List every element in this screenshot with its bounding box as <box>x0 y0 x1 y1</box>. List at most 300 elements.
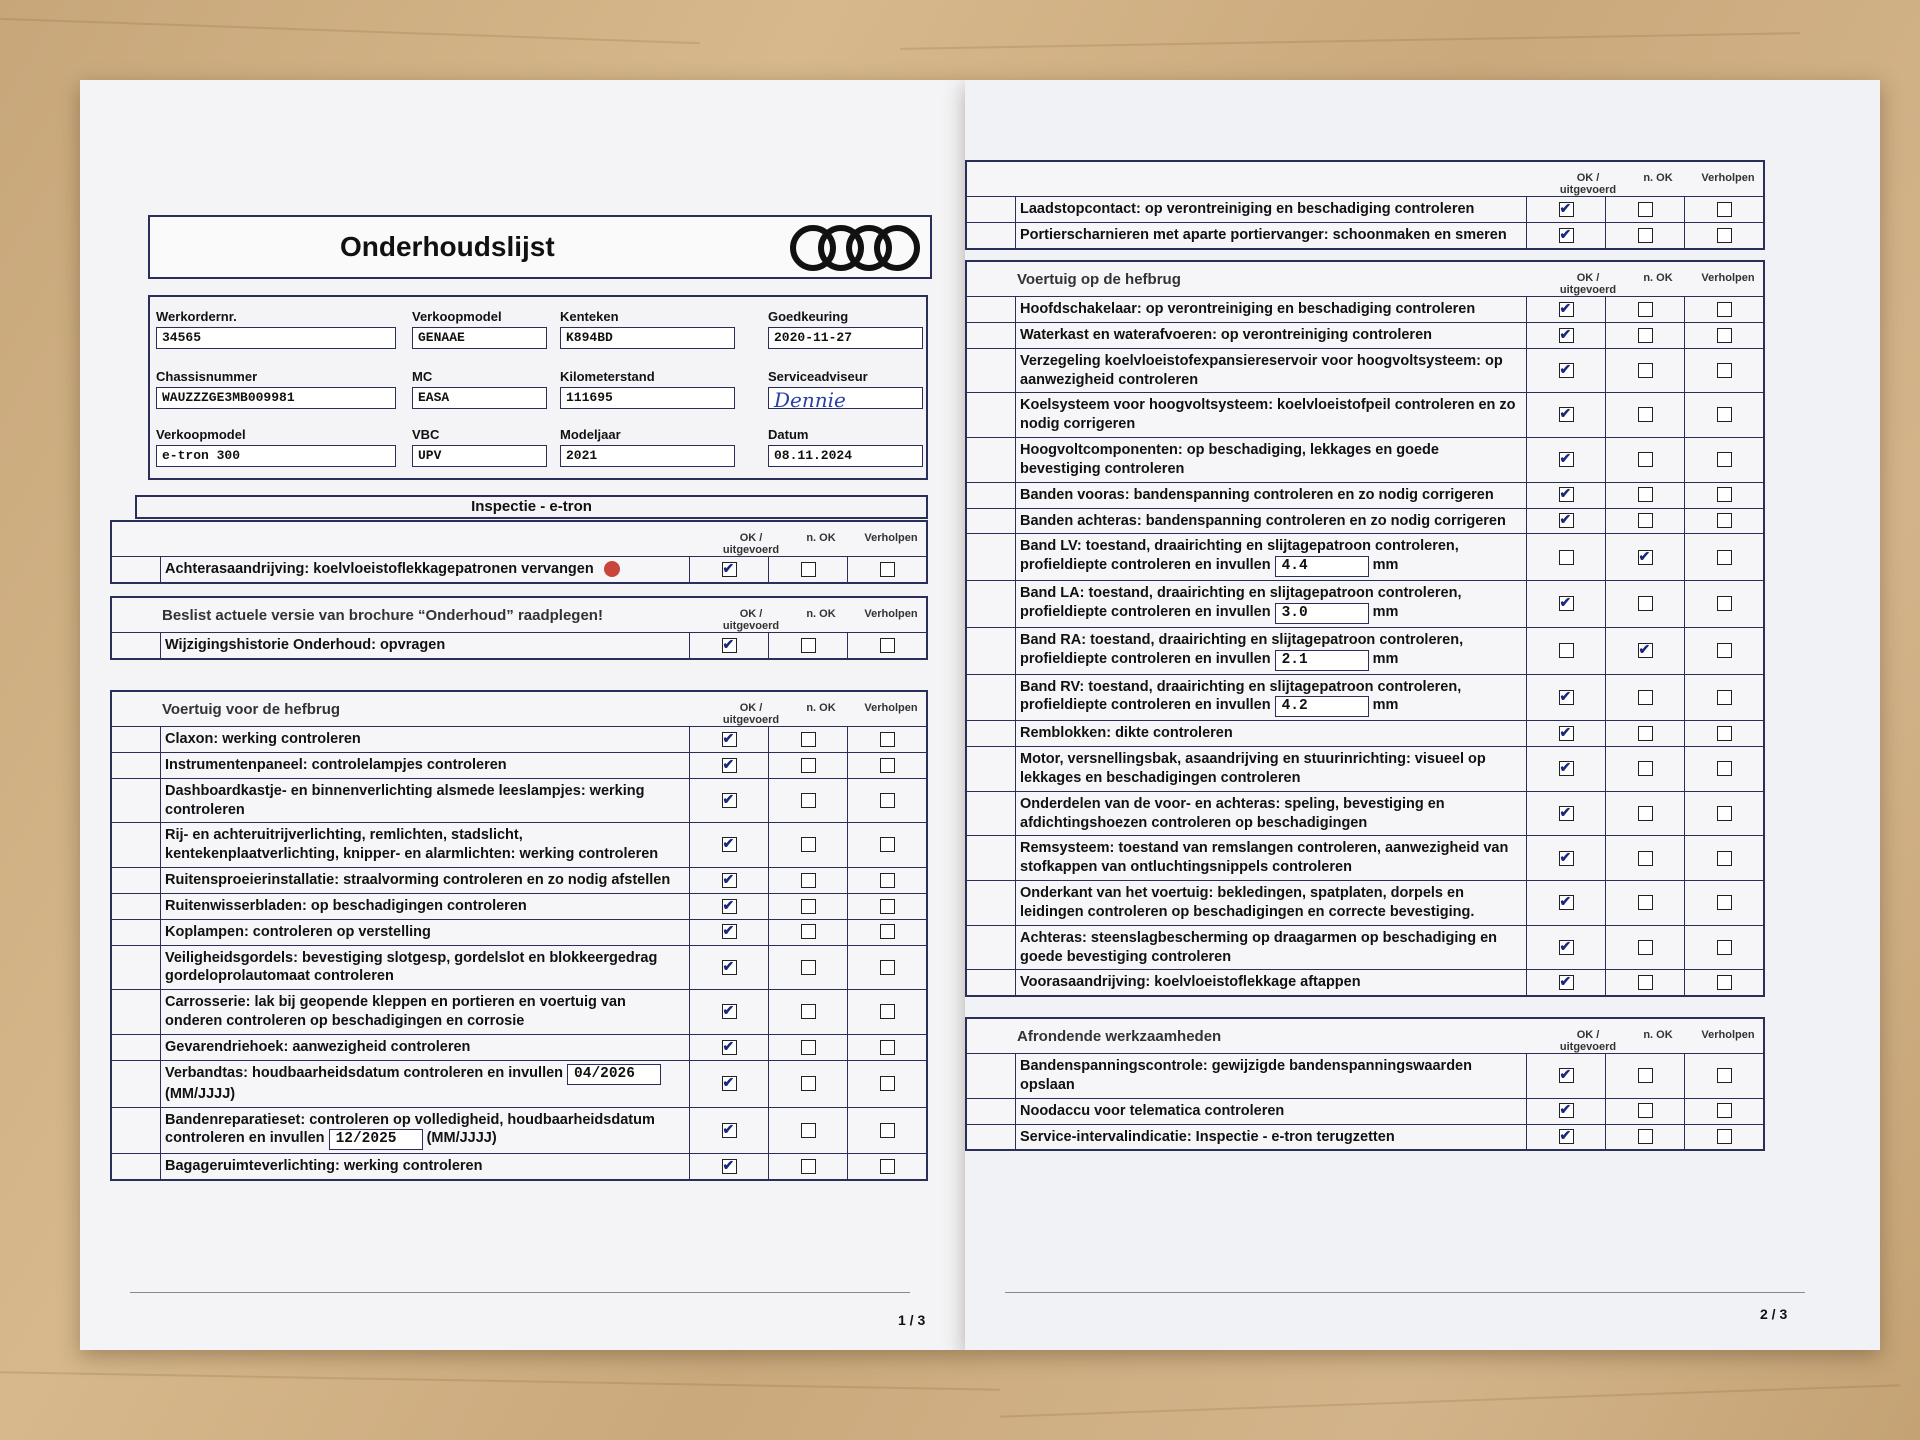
field-value[interactable]: 34565 <box>156 327 396 349</box>
checklist-section <box>110 596 928 660</box>
checklist-item <box>161 919 690 945</box>
checkbox-nok[interactable] <box>801 562 816 577</box>
checklist-item <box>1016 836 1527 881</box>
checkbox-fix[interactable] <box>1717 975 1732 990</box>
checkbox-fix[interactable] <box>1717 1129 1732 1144</box>
checkbox-nok[interactable] <box>1638 1129 1653 1144</box>
checklist-item <box>161 945 690 990</box>
inspectie-banner: Inspectie - e-tron <box>135 495 928 519</box>
item-unit: (MM/JJJJ) <box>426 1130 497 1147</box>
checklist-item <box>1016 222 1527 247</box>
checklist-row <box>967 438 1763 483</box>
checklist-item <box>161 823 690 868</box>
checkbox-fix[interactable] <box>1717 1103 1732 1118</box>
checkbox-nok[interactable] <box>801 1040 816 1055</box>
checklist-row <box>967 627 1763 674</box>
checklist-table <box>112 556 926 582</box>
checkbox-nok[interactable] <box>1638 975 1653 990</box>
column-header-ok: OK / uitgevoerd <box>1559 172 1617 196</box>
section-header <box>967 1019 1763 1053</box>
checkbox-fix[interactable] <box>1717 895 1732 910</box>
checkbox-fix[interactable] <box>880 1004 895 1019</box>
checklist-row <box>967 508 1763 534</box>
column-header-nok: n. OK <box>1643 172 1673 184</box>
checkbox-nok[interactable] <box>1638 452 1653 467</box>
checklist-item <box>1016 581 1527 628</box>
checklist-item <box>161 1034 690 1060</box>
audi-logo <box>790 223 920 273</box>
checkbox-nok[interactable] <box>1638 761 1653 776</box>
field-label: Chassisnummer <box>156 369 258 384</box>
column-header-fix: Verholpen <box>1701 272 1755 284</box>
field-label: Goedkeuring <box>768 309 849 324</box>
checkbox-nok[interactable] <box>1638 228 1653 243</box>
item-text: Band LA: toestand, draairichting en slijtagepatroon controleren, profieldiepte controleren en invullen <box>1020 585 1462 620</box>
field-label: MC <box>412 369 433 384</box>
checklist-item <box>161 557 690 582</box>
item-text: Veiligheidsgordels: bevestiging slotgesp, gordelslot en blokkeergedrag gordeloprolautomaat controleren <box>165 949 658 985</box>
checklist-item <box>1016 791 1527 836</box>
checkbox-nok[interactable] <box>801 1076 816 1091</box>
checkbox-fix[interactable] <box>1717 690 1732 705</box>
item-text: Remsysteem: toestand van remslangen controleren, aanwezigheid van stofkappen van ontluchtingsnippels controleren <box>1020 840 1509 876</box>
checklist-section <box>110 520 928 584</box>
checkbox-ok[interactable] <box>722 1076 737 1091</box>
checkbox-fix[interactable] <box>1717 452 1732 467</box>
checkbox-fix[interactable] <box>1717 851 1732 866</box>
checkbox-fix[interactable] <box>1717 1068 1732 1083</box>
field-label: Modeljaar <box>560 427 621 442</box>
checkbox-nok[interactable] <box>801 899 816 914</box>
item-text: Waterkast en waterafvoeren: op verontreiniging controleren <box>1020 326 1432 343</box>
checklist-item <box>161 633 690 658</box>
checkbox-fix[interactable] <box>880 924 895 939</box>
checkbox-fix[interactable] <box>880 1123 895 1138</box>
section-header <box>112 598 926 632</box>
checklist-row <box>967 482 1763 508</box>
item-text: Band LV: toestand, draairichting en slijtagepatroon controleren, profieldiepte controleren en invullen <box>1020 538 1459 574</box>
checkbox-ok[interactable] <box>722 732 737 747</box>
checklist-row <box>967 747 1763 792</box>
checkbox-ok[interactable] <box>722 924 737 939</box>
checklist-table <box>967 1053 1763 1149</box>
checkbox-ok[interactable] <box>1559 1068 1574 1083</box>
checkbox-ok[interactable] <box>722 837 737 852</box>
checkbox-nok[interactable] <box>1638 1103 1653 1118</box>
checklist-row <box>967 222 1763 247</box>
checkbox-nok[interactable] <box>1638 513 1653 528</box>
checkbox-ok[interactable] <box>722 793 737 808</box>
section-header <box>112 692 926 726</box>
checkbox-fix[interactable] <box>1717 202 1732 217</box>
checkbox-ok[interactable] <box>1559 761 1574 776</box>
checklist-row <box>112 727 926 753</box>
checklist-row <box>967 881 1763 926</box>
item-text: Dashboardkastje- en binnenverlichting alsmede leeslampjes: werking controleren <box>165 782 645 818</box>
checklist-row <box>967 721 1763 747</box>
checkbox-fix[interactable] <box>1717 487 1732 502</box>
item-text: Onderdelen van de voor- en achteras: speling, bevestiging en afdichtingshoezen controleren op beschadigingen <box>1020 795 1445 831</box>
checklist-item <box>161 868 690 894</box>
checklist-row <box>112 919 926 945</box>
checkbox-ok[interactable] <box>1559 690 1574 705</box>
checkbox-ok[interactable] <box>722 873 737 888</box>
checkbox-nok[interactable] <box>801 793 816 808</box>
checkbox-ok[interactable] <box>722 899 737 914</box>
item-text: Noodaccu voor telematica controleren <box>1020 1102 1285 1119</box>
checkbox-fix[interactable] <box>880 837 895 852</box>
checkbox-ok[interactable] <box>1559 895 1574 910</box>
checklist-item <box>1016 393 1527 438</box>
checkbox-nok[interactable] <box>1638 487 1653 502</box>
checklist-row <box>967 791 1763 836</box>
checklist-table <box>112 632 926 658</box>
checkbox-nok[interactable] <box>1638 1068 1653 1083</box>
checkbox-ok[interactable] <box>1559 550 1574 565</box>
checklist-item <box>1016 970 1527 995</box>
checkbox-fix[interactable] <box>1717 940 1732 955</box>
field-label: Serviceadviseur <box>768 369 868 384</box>
checkbox-fix[interactable] <box>880 793 895 808</box>
checkbox-nok[interactable] <box>1638 407 1653 422</box>
item-text: Wijzigingshistorie Onderhoud: opvragen <box>165 637 446 653</box>
checklist-row <box>112 1060 926 1107</box>
field-label: Werkordernr. <box>156 309 237 324</box>
checklist-row <box>112 752 926 778</box>
checkbox-nok[interactable] <box>801 1004 816 1019</box>
checkbox-nok[interactable] <box>801 960 816 975</box>
checkbox-nok[interactable] <box>801 837 816 852</box>
checklist-row <box>967 393 1763 438</box>
checkbox-nok[interactable] <box>1638 550 1653 565</box>
checkbox-fix[interactable] <box>1717 596 1732 611</box>
checkbox-ok[interactable] <box>1559 487 1574 502</box>
checkbox-fix[interactable] <box>1717 643 1732 658</box>
checklist-row <box>112 557 926 582</box>
field-label: Verkoopmodel <box>412 309 502 324</box>
field-label: Datum <box>768 427 809 442</box>
checkbox-fix[interactable] <box>880 732 895 747</box>
column-header-ok: OK / uitgevoerd <box>1559 272 1617 296</box>
item-text: Gevarendriehoek: aanwezigheid controleren <box>165 1038 471 1055</box>
column-header-ok: OK / uitgevoerd <box>722 532 780 556</box>
checklist-row <box>112 893 926 919</box>
item-text: Remblokken: dikte controleren <box>1020 725 1233 742</box>
column-header-fix: Verholpen <box>1701 172 1755 184</box>
item-input[interactable]: 4.2 <box>1275 696 1369 717</box>
checklist-item <box>161 1060 690 1107</box>
section-title: Voertuig voor de hefbrug <box>162 701 341 718</box>
checkbox-fix[interactable] <box>1717 363 1732 378</box>
checklist-row <box>112 778 926 823</box>
checkbox-nok[interactable] <box>1638 690 1653 705</box>
checkbox-fix[interactable] <box>880 1076 895 1091</box>
column-header-nok: n. OK <box>1643 1029 1673 1041</box>
column-header-nok: n. OK <box>806 702 836 714</box>
item-unit: mm <box>1372 697 1399 714</box>
field-value[interactable]: e-tron 300 <box>156 445 396 467</box>
checklist-row <box>967 534 1763 581</box>
checkbox-fix[interactable] <box>880 1159 895 1174</box>
checkbox-nok[interactable] <box>801 873 816 888</box>
item-text: Motor, versnellingsbak, asaandrijving en stuurinrichting: visueel op lekkages en beschadigingen controleren <box>1020 751 1486 786</box>
field-value[interactable]: 2021 <box>560 445 735 467</box>
checkbox-ok[interactable] <box>1559 726 1574 741</box>
section-header <box>967 162 1763 196</box>
item-text: Portierscharnieren met aparte portiervanger: schoonmaken en smeren <box>1020 226 1507 243</box>
column-header-fix: Verholpen <box>864 532 918 544</box>
item-text: Achteras: steenslagbescherming op draagarmen op beschadiging en goede bevestiging controleren <box>1020 929 1498 965</box>
checkbox-ok[interactable] <box>1559 452 1574 467</box>
checklist-item <box>1016 925 1527 970</box>
checkbox-nok[interactable] <box>1638 328 1653 343</box>
checklist-item <box>1016 534 1527 581</box>
checklist-row <box>967 836 1763 881</box>
checklist-section <box>110 690 928 1181</box>
checkbox-ok[interactable] <box>1559 407 1574 422</box>
checklist-table <box>967 296 1763 995</box>
item-input[interactable]: 12/2025 <box>329 1129 423 1150</box>
field-label: VBC <box>412 427 440 442</box>
checkbox-ok[interactable] <box>722 1159 737 1174</box>
field-value[interactable]: WAUZZZGE3MB009981 <box>156 387 396 409</box>
checklist-row <box>112 1107 926 1154</box>
item-text: Bandenspanningscontrole: gewijzigde bandenspanningswaarden opslaan <box>1020 1058 1472 1093</box>
checklist-row <box>967 925 1763 970</box>
checkbox-fix[interactable] <box>1717 302 1732 317</box>
checklist-item <box>1016 508 1527 534</box>
checklist-item <box>1016 322 1527 348</box>
checkbox-ok[interactable] <box>1559 1129 1574 1144</box>
checklist-section <box>965 1017 1765 1151</box>
checklist-row <box>112 868 926 894</box>
item-text: Ruitenwisserbladen: op beschadigingen controleren <box>165 897 527 914</box>
checkbox-nok[interactable] <box>1638 940 1653 955</box>
page-title: Onderhoudslijst <box>340 231 555 262</box>
checkbox-ok[interactable] <box>722 758 737 773</box>
item-input[interactable]: 2.1 <box>1275 650 1369 671</box>
checkbox-fix[interactable] <box>1717 228 1732 243</box>
item-input[interactable]: 3.0 <box>1275 603 1369 624</box>
checkbox-ok[interactable] <box>722 1123 737 1138</box>
column-header-fix: Verholpen <box>864 702 918 714</box>
checkbox-ok[interactable] <box>1559 302 1574 317</box>
checkbox-fix[interactable] <box>1717 550 1732 565</box>
checkbox-ok[interactable] <box>722 960 737 975</box>
checkbox-fix[interactable] <box>880 562 895 577</box>
checklist-section <box>965 160 1765 250</box>
checkbox-nok[interactable] <box>801 758 816 773</box>
checklist-table <box>112 726 926 1179</box>
item-text: Hoogvoltcomponenten: op beschadiging, lekkages en goede bevestiging controleren <box>1020 442 1439 477</box>
checkbox-ok[interactable] <box>1559 513 1574 528</box>
item-text: Band RA: toestand, draairichting en slijtagepatroon controleren, profieldiepte controleren en invullen <box>1020 631 1464 667</box>
checkbox-ok[interactable] <box>1559 940 1574 955</box>
checkbox-nok[interactable] <box>1638 895 1653 910</box>
checkbox-fix[interactable] <box>880 899 895 914</box>
column-header-nok: n. OK <box>806 532 836 544</box>
item-text: Achterasaandrijving: koelvloeistoflekkagepatronen vervangen <box>165 561 594 577</box>
checkbox-nok[interactable] <box>801 924 816 939</box>
checkbox-fix[interactable] <box>880 1040 895 1055</box>
page-number: 1 / 3 <box>898 1312 926 1328</box>
checkbox-nok[interactable] <box>1638 643 1653 658</box>
info-fields <box>148 295 928 480</box>
checkbox-nok[interactable] <box>801 1159 816 1174</box>
checklist-item <box>1016 348 1527 393</box>
section-title: Afrondende werkzaamheden <box>1017 1028 1222 1045</box>
checkbox-ok[interactable] <box>1559 975 1574 990</box>
section-header <box>112 522 926 556</box>
checklist-row <box>112 945 926 990</box>
item-text: Carrosserie: lak bij geopende kleppen en portieren en voertuig van onderen controleren op beschadigingen en corrosie <box>165 994 626 1030</box>
checkbox-ok[interactable] <box>1559 202 1574 217</box>
checklist-row <box>112 990 926 1035</box>
page-1 <box>80 80 965 1350</box>
checklist-row <box>967 1054 1763 1099</box>
checkbox-ok[interactable] <box>1559 596 1574 611</box>
title-box <box>148 215 932 279</box>
checklist-item <box>1016 674 1527 721</box>
item-text: Banden achteras: bandenspanning controleren en zo nodig corrigeren <box>1020 512 1506 529</box>
checklist-row <box>967 581 1763 628</box>
checkbox-fix[interactable] <box>1717 761 1732 776</box>
item-text: Koelsysteem voor hoogvoltsysteem: koelvloeistofpeil controleren en zo nodig corrigeren <box>1020 397 1516 433</box>
checklist-item <box>161 752 690 778</box>
item-text: Banden vooras: bandenspanning controleren en zo nodig corrigeren <box>1020 486 1494 503</box>
item-text: Verbandtas: houdbaarheidsdatum controleren en invullen <box>165 1064 564 1081</box>
checkbox-nok[interactable] <box>1638 596 1653 611</box>
checkbox-ok[interactable] <box>1559 1103 1574 1118</box>
checklist-row <box>112 633 926 658</box>
checklist-section <box>965 260 1765 997</box>
checkbox-nok[interactable] <box>1638 806 1653 821</box>
checkbox-fix[interactable] <box>1717 513 1732 528</box>
checklist-item <box>1016 1124 1527 1149</box>
item-text: Band RV: toestand, draairichting en slijtagepatroon controleren, profieldiepte controleren en invullen <box>1020 678 1462 714</box>
checklist-row <box>967 674 1763 721</box>
checkbox-ok[interactable] <box>1559 643 1574 658</box>
section-header <box>967 262 1763 296</box>
checklist-item <box>161 1154 690 1179</box>
red-sticker-dot <box>604 561 620 577</box>
checkbox-fix[interactable] <box>880 873 895 888</box>
checkbox-fix[interactable] <box>880 758 895 773</box>
item-text: Bandenreparatieset: controleren op volledigheid, houdbaarheidsdatum controleren en invullen <box>165 1111 655 1147</box>
column-header-ok: OK / uitgevoerd <box>722 608 780 632</box>
field-value[interactable]: K894BD <box>560 327 735 349</box>
item-text: Claxon: werking controleren <box>165 731 361 747</box>
checkbox-nok[interactable] <box>1638 363 1653 378</box>
checklist-row <box>967 322 1763 348</box>
checklist-item <box>1016 881 1527 926</box>
checkbox-nok[interactable] <box>801 732 816 747</box>
checklist-item <box>1016 1054 1527 1099</box>
checkbox-ok[interactable] <box>722 1040 737 1055</box>
checklist-item <box>1016 1098 1527 1124</box>
checkbox-nok[interactable] <box>801 638 816 653</box>
field-value[interactable]: 2020-11-27 <box>768 327 923 349</box>
item-text: Verzegeling koelvloeistofexpansiereservoir voor hoogvoltsysteem: op aanwezigheid controleren <box>1020 352 1503 388</box>
column-header-ok: OK / uitgevoerd <box>722 702 780 726</box>
checkbox-nok[interactable] <box>801 1123 816 1138</box>
checklist-item <box>1016 297 1527 323</box>
field-label: Verkoopmodel <box>156 427 246 442</box>
field-value[interactable]: 08.11.2024 <box>768 445 923 467</box>
item-text: Voorasaandrijving: koelvloeistoflekkage aftappen <box>1020 974 1361 991</box>
page-number: 2 / 3 <box>1760 1306 1788 1322</box>
checkbox-ok[interactable] <box>722 1004 737 1019</box>
checkbox-fix[interactable] <box>1717 806 1732 821</box>
checkbox-fix[interactable] <box>880 638 895 653</box>
checkbox-ok[interactable] <box>1559 363 1574 378</box>
item-input[interactable]: 4.4 <box>1275 556 1369 577</box>
checklist-item <box>161 1107 690 1154</box>
checkbox-fix[interactable] <box>1717 726 1732 741</box>
checklist-table <box>967 196 1763 248</box>
field-label: Kilometerstand <box>560 369 655 384</box>
item-unit: mm <box>1372 650 1399 667</box>
checkbox-fix[interactable] <box>1717 328 1732 343</box>
checklist-item <box>1016 197 1527 223</box>
checkbox-nok[interactable] <box>1638 202 1653 217</box>
checkbox-ok[interactable] <box>1559 851 1574 866</box>
item-unit: mm <box>1372 557 1399 574</box>
field-label: Kenteken <box>560 309 619 324</box>
item-text: Instrumentenpaneel: controlelampjes controleren <box>165 756 507 773</box>
checklist-row <box>967 297 1763 323</box>
checklist-item <box>161 893 690 919</box>
column-header-fix: Verholpen <box>1701 1029 1755 1041</box>
checkbox-nok[interactable] <box>1638 726 1653 741</box>
field-value[interactable]: UPV <box>412 445 547 467</box>
checklist-row <box>967 348 1763 393</box>
checkbox-ok[interactable] <box>722 562 737 577</box>
field-value[interactable]: Dennie <box>768 387 923 409</box>
field-value[interactable]: EASA <box>412 387 547 409</box>
checkbox-ok[interactable] <box>1559 228 1574 243</box>
item-unit: mm <box>1372 603 1399 620</box>
item-text: Bagageruimteverlichting: werking controleren <box>165 1158 483 1175</box>
checkbox-ok[interactable] <box>1559 328 1574 343</box>
column-header-nok: n. OK <box>1643 272 1673 284</box>
item-text: Rij- en achteruitrijverlichting, remlichten, stadslicht, kentekenplaatverlichting, knipper- en alarmlichten: werking controleren <box>165 827 659 863</box>
field-value[interactable]: GENAAE <box>412 327 547 349</box>
checkbox-ok[interactable] <box>722 638 737 653</box>
checklist-row <box>967 1098 1763 1124</box>
checklist-item <box>1016 438 1527 483</box>
item-unit: (MM/JJJJ) <box>165 1085 236 1102</box>
page-2 <box>965 80 1880 1350</box>
section-title: Beslist actuele versie van brochure “Onderhoud” raadplegen! <box>162 607 603 624</box>
checkbox-fix[interactable] <box>880 960 895 975</box>
checklist-row <box>967 1124 1763 1149</box>
checkbox-fix[interactable] <box>1717 407 1732 422</box>
item-text: Koplampen: controleren op verstelling <box>165 923 431 940</box>
column-header-nok: n. OK <box>806 608 836 620</box>
item-input[interactable]: 04/2026 <box>567 1064 661 1085</box>
checkbox-nok[interactable] <box>1638 851 1653 866</box>
checklist-item <box>161 990 690 1035</box>
checkbox-ok[interactable] <box>1559 806 1574 821</box>
field-value[interactable]: 111695 <box>560 387 735 409</box>
item-text: Hoofdschakelaar: op verontreiniging en beschadiging controleren <box>1020 301 1476 317</box>
checkbox-nok[interactable] <box>1638 302 1653 317</box>
column-header-ok: OK / uitgevoerd <box>1559 1029 1617 1053</box>
checklist-row <box>967 197 1763 223</box>
checklist-item <box>1016 747 1527 792</box>
checklist-item <box>161 727 690 753</box>
